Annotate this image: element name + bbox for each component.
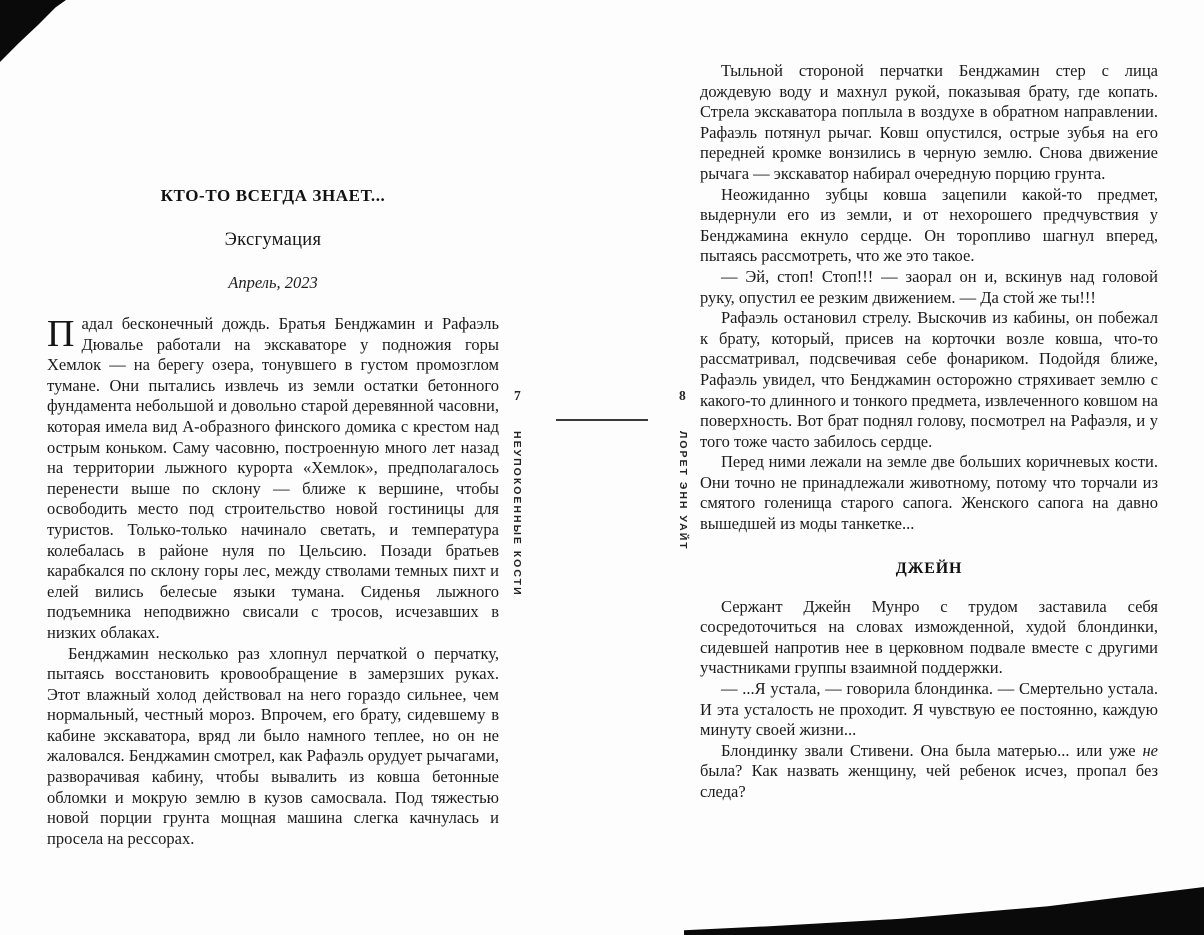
paragraph: Тыльной стороной перчатки Бенджамин стер с лица дождевую воду и махнул рукой, показывая брату, где копать. Стрела экскаватора поплыла в воздухе в обратном направлении. Рафаэль потянул рычаг. Ковш опустился, острые зубья на его передней кромке вонзились в черную землю. Снова движение рычага — экскаватор набирал очередную порцию грунта.	[700, 61, 1158, 183]
spine-author: ЛОРЕТ ЭНН УАЙТ	[677, 431, 689, 551]
drop-cap: П	[47, 313, 75, 355]
paragraph: — Эй, стоп! Стоп!!! — заорал он и, вскинув над головой руку, опустил ее резким движением. — Да стой же ты!!!	[700, 266, 1158, 307]
paragraph: — ...Я устала, — говорила блондинка. — Смертельно устала. И эта усталость не проходит. Я чувствую ее постоянно, каждую минуту своей жизни...	[700, 679, 1158, 740]
section-subtitle: Эксгумация	[224, 230, 322, 250]
chapter-title: КТО-ТО ВСЕГДА ЗНАЕТ...	[160, 186, 386, 205]
paragraph: Сержант Джейн Мунро с трудом заставила себя сосредоточиться на словах изможденной, худой блондинки, сидевшей напротив нее в церковном подвале вместе с другими участниками группы взаимной поддержки.	[700, 596, 1158, 678]
right-page-body-bottom	[700, 597, 1158, 741]
italic-word: не	[1142, 740, 1158, 760]
date-line: Апрель, 2023	[228, 273, 318, 292]
spine-book-title: НЕУПОКОЕННЫЕ КОСТИ	[511, 431, 523, 597]
paragraph-text: адал бесконечный дождь. Братья Бенджамин и Рафаэль Дювалье работали на экскаваторе у подножия горы Хемлок — на берегу озера, тонувшего в густом промозглом тумане. Они пытались извлечь из земли остатки бетонного фундамента небольшой и довольно старой деревянной часовни, которая имела вид А-образного финского домика с крестом над острым коньком. Саму часовню, построенную много лет назад на территории лыжного курорта «Хемлок», предполагалось перенести выше по склону — ближе к вершине, чтобы освободить место под строительство новой гостиницы для туристов. Только-только начинало светать, и температура колебалась в районе нуля по Цельсию. Позади братьев карабкался по склону горы лес, между стволами темных пихт и елей вились белесые языки тумана. Сиденья лыжного подъемника неподвижно свисали с тросов, исчезавших в низких облаках.	[47, 314, 499, 642]
page-curl-bottom-right	[684, 887, 1204, 935]
right-page-body-top	[700, 61, 1158, 535]
paragraph-text: Блондинку звали Стивени. Она была матерью... или уже	[721, 740, 1143, 760]
section-heading-jane: ДЖЕЙН	[895, 559, 963, 577]
page-number-right: 8	[679, 388, 686, 403]
page-left	[47, 186, 499, 849]
spine-divider	[556, 419, 648, 421]
paragraph: Рафаэль остановил стрелу. Выскочив из кабины, он побежал к брату, который, присев на корточки возле ковша, что-то рассматривал, подсвечивая себе фонариком. Подойдя ближе, Рафаэль увидел, что Бенджамин осторожно стряхивает землю с какого-то длинного и тонкого предмета, извлеченного ковшом на поверхность. Вот брат поднял голову, посмотрел на Рафаэля, и у того тоже часто забилось сердце.	[700, 308, 1158, 451]
paragraph: Бенджамин несколько раз хлопнул перчаткой о перчатку, пытаясь восстановить кровообращение в замерзших руках. Этот влажный холод действовал на него гораздо сильнее, чем нормальный, честный мороз. Впрочем, его брату, сидевшему в кабине экскаватора, вряд ли было намного теплее, но он не жаловался. Бенджамин смотрел, как Рафаэль орудует рычагами, разворачивая кабину, чтобы вывалить из ковша бетонные обломки и мокрую землю в кузов самосвала. Под тяжестью новой порции грунта мощная машина слегка качнулась и просела на рессорах.	[47, 643, 499, 848]
paragraph	[47, 314, 499, 644]
paragraph: Перед ними лежали на земле две больших коричневых кости. Они точно не принадлежали животному, потому что торчали из смятого голенища старого сапога. Женского сапога на давно вышедшей из моды танкетке...	[700, 452, 1158, 534]
page-curl-top-left	[0, 0, 66, 62]
left-page-body	[47, 314, 499, 849]
paragraph: Неожиданно зубцы ковша зацепили какой-то предмет, выдернули его из земли, и от нехорошего предчувствия у Бенджамина екнуло сердце. Он торопливо шагнул вперед, пытаясь рассмотреть, что же это такое.	[700, 184, 1158, 266]
page-number-left: 7	[514, 388, 521, 403]
paragraph	[700, 741, 1158, 803]
page-right	[700, 61, 1158, 803]
paragraph-text: была? Как назвать женщину, чей ребенок исчез, пропал без следа?	[700, 761, 1158, 801]
